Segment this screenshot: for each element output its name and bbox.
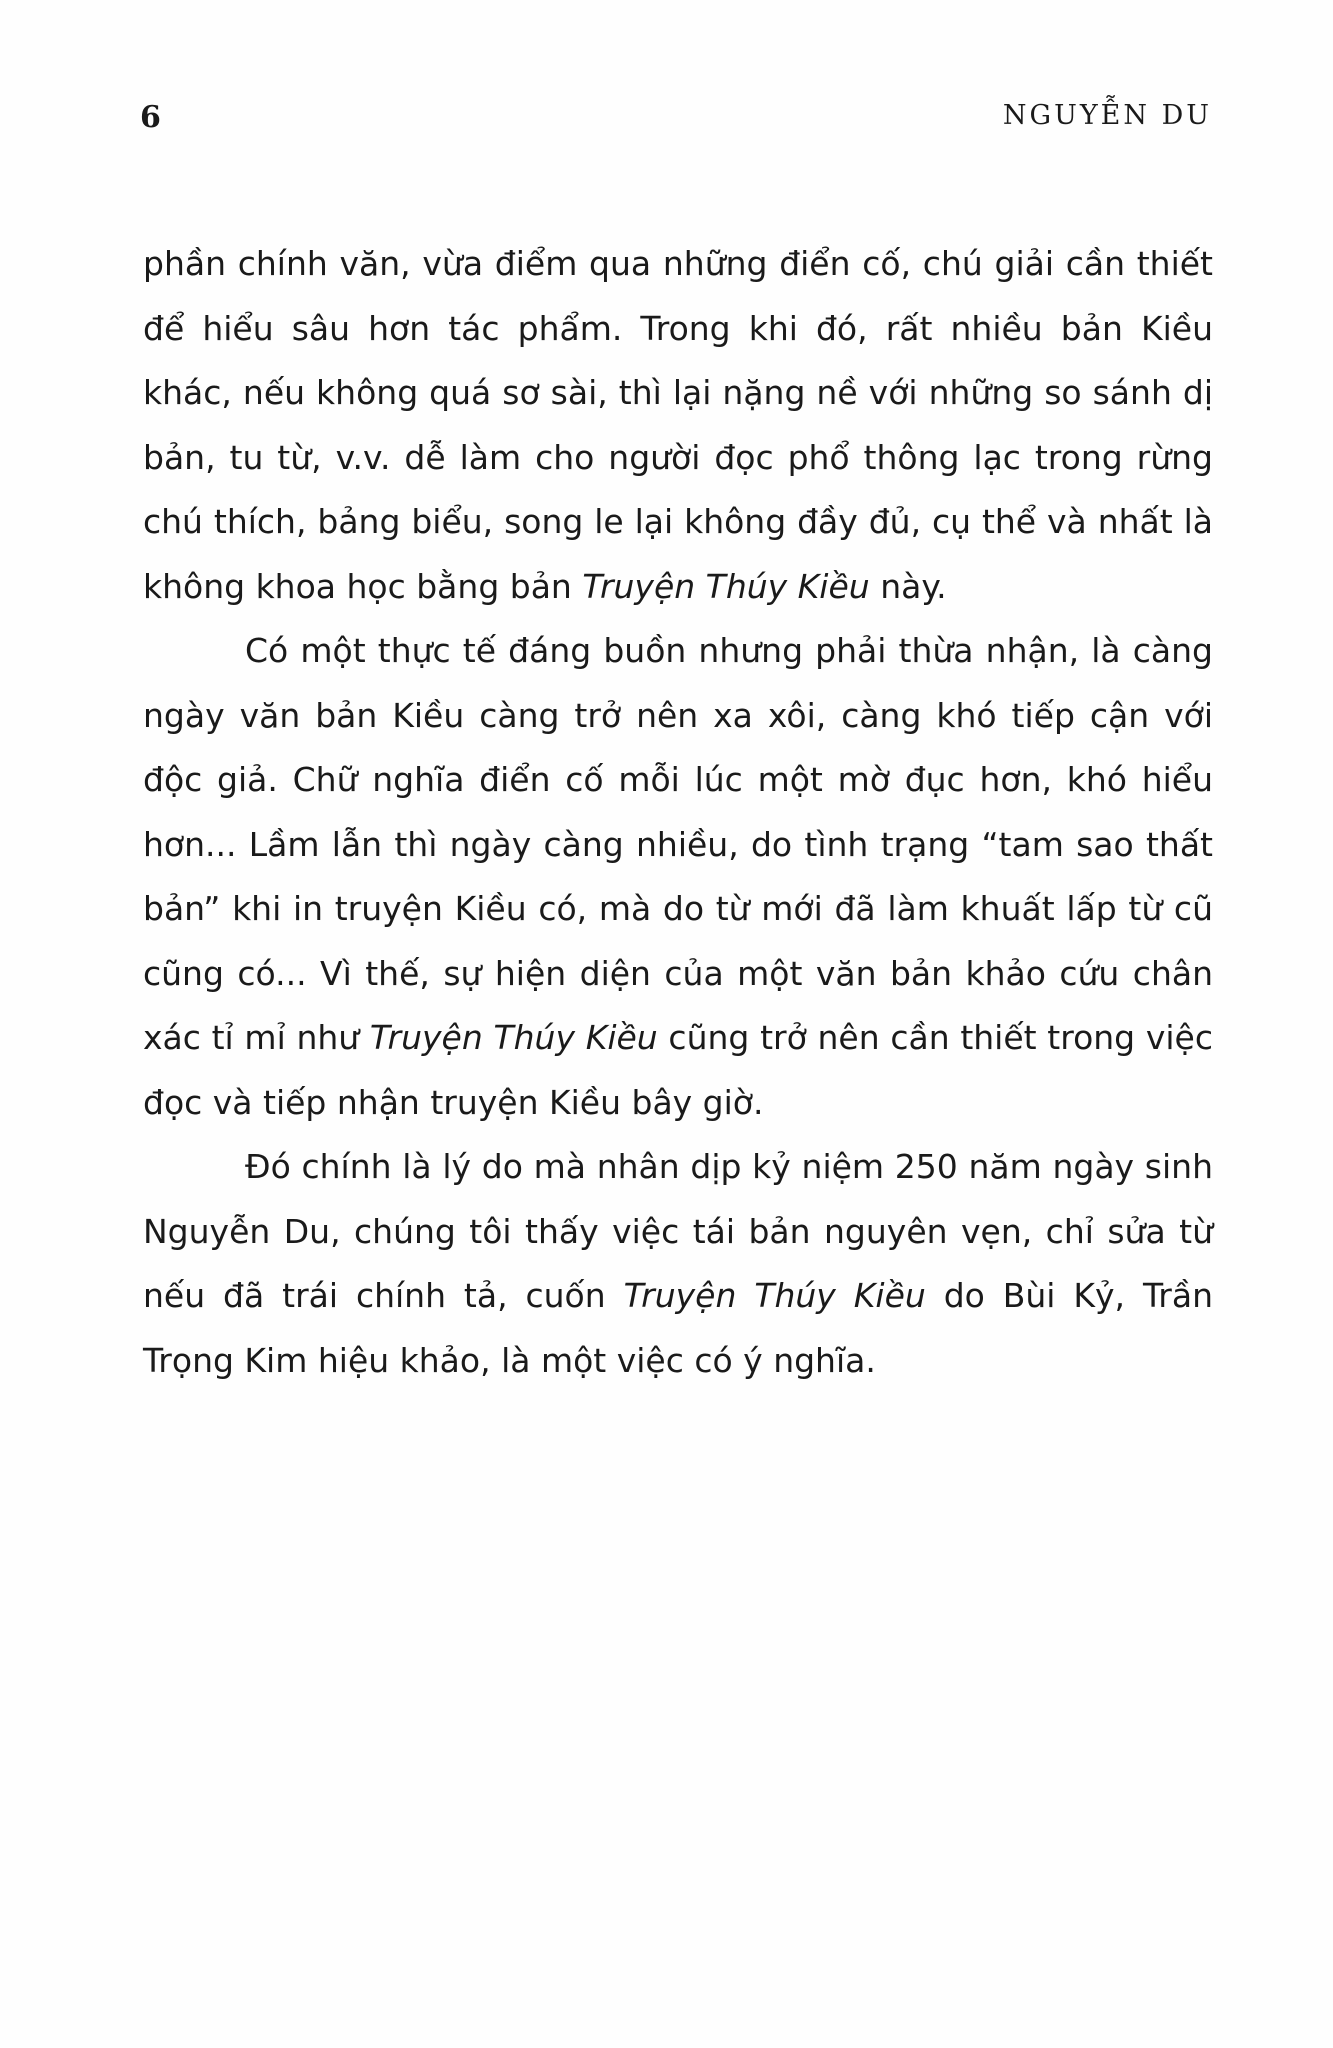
text-segment: cũng trở nên cần thiết trong việc đọc và tiếp nhận truyện Kiều bây giờ. [143, 1018, 1213, 1122]
paragraph-3 [143, 1135, 1213, 1393]
text-segment: Đó chính là lý do mà nhân dịp kỷ niệm 250 năm ngày sinh Nguyễn Du, chúng tôi thấy việc tái bản nguyên vẹn, chỉ sửa từ nếu đã trái chính tả, cuốn [143, 1147, 1213, 1315]
running-head-author: NGUYỄN DU [1002, 100, 1212, 131]
book-title-italic: Truyện Thúy Kiều [369, 1018, 658, 1057]
text-segment: Có một thực tế đáng buồn nhưng phải thừa nhận, là càng ngày văn bản Kiều càng trở nên xa xôi, càng khó tiếp cận với độc giả. Chữ nghĩa điển cố mỗi lúc một mờ đục hơn, khó hiểu hơn... Lầm lẫn thì ngày càng nhiều, do tình trạng “tam sao thất bản” khi in truyện Kiều có, mà do từ mới đã làm khuất lấp từ cũ cũng có... Vì thế, sự hiện diện của một văn bản khảo cứu chân xác tỉ mỉ như [143, 631, 1213, 1057]
paragraph-1 [143, 232, 1213, 619]
body-text [143, 232, 1213, 1393]
text-segment: do Bùi Kỷ, Trần Trọng Kim hiệu khảo, là một việc có ý nghĩa. [143, 1276, 1213, 1380]
book-title-italic: Truyện Thúy Kiều [582, 566, 870, 606]
page-number: 6 [140, 100, 162, 135]
book-title-italic: Truyện Thúy Kiều [623, 1276, 926, 1315]
paragraph-2 [143, 619, 1213, 1135]
text-segment: phần chính văn, vừa điểm qua những điển cố, chú giải cần thiết để hiểu sâu hơn tác phẩm. Trong khi đó, rất nhiều bản Kiều khác, nếu không quá sơ sài, thì lại nặng nề với những so sánh dị bản, tu từ, v.v. dễ làm cho người đọc phổ thông lạc trong rừng chú thích, bảng biểu, song le lại không đầy đủ, cụ thể và nhất là không khoa học bằng bản [143, 244, 1213, 606]
running-header [140, 100, 1212, 150]
text-segment: này. [869, 566, 947, 606]
